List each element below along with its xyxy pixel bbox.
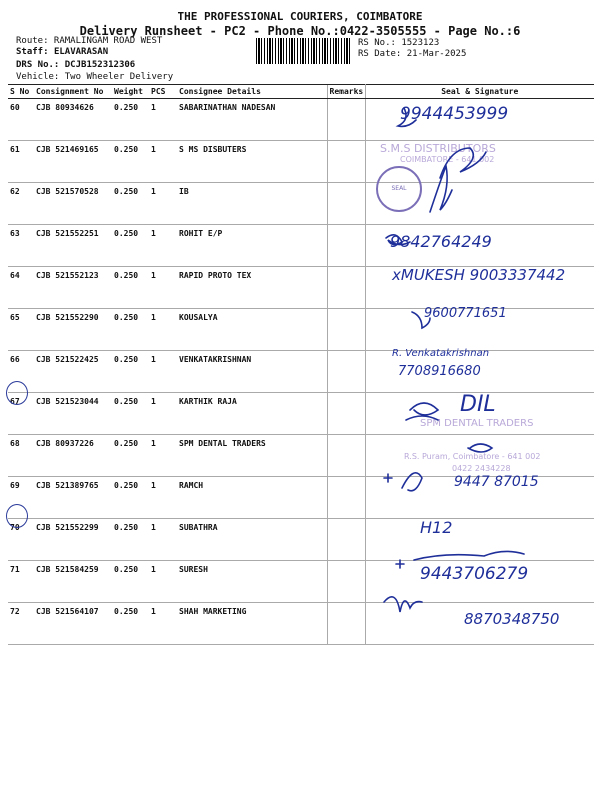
row-remarks — [327, 267, 365, 309]
row-pcs: 1 — [149, 435, 177, 477]
row-remarks — [327, 561, 365, 603]
row-sno: 66 — [8, 351, 34, 393]
row-pcs: 1 — [149, 267, 177, 309]
signature-69: 9447 87015 — [454, 474, 539, 490]
row-sno: 70 — [8, 519, 34, 561]
row-consignee: SPM DENTAL TRADERS — [177, 435, 327, 477]
signature-67: DIL — [460, 392, 496, 417]
row-weight: 0.250 — [112, 141, 149, 183]
row-remarks — [327, 99, 365, 141]
row-sno: 63 — [8, 225, 34, 267]
row-weight: 0.250 — [112, 603, 149, 645]
barcode — [256, 38, 352, 64]
row-consignment-no: CJB 521469165 — [34, 141, 112, 183]
row-consignment-no: CJB 521552251 — [34, 225, 112, 267]
row-remarks — [327, 309, 365, 351]
row-sno: 64 — [8, 267, 34, 309]
col-header-sno: S No — [8, 85, 34, 99]
row-weight: 0.250 — [112, 351, 149, 393]
row-pcs: 1 — [149, 561, 177, 603]
row-consignee: VENKATAKRISHNAN — [177, 351, 327, 393]
row-pcs: 1 — [149, 99, 177, 141]
row-weight: 0.250 — [112, 519, 149, 561]
row-pcs: 1 — [149, 351, 177, 393]
signature-72: 8870348750 — [464, 610, 560, 628]
row-weight: 0.250 — [112, 435, 149, 477]
rs-date: RS Date: 21-Mar-2025 — [358, 49, 467, 59]
row-remarks — [327, 141, 365, 183]
row-consignment-no: CJB 521564107 — [34, 603, 112, 645]
row-remarks — [327, 393, 365, 435]
row-sno: 68 — [8, 435, 34, 477]
row-weight: 0.250 — [112, 309, 149, 351]
row-consignment-no: CJB 521584259 — [34, 561, 112, 603]
row-consignment-no: CJB 521552299 — [34, 519, 112, 561]
row-consignee: RAMCH — [177, 477, 327, 519]
sno-70-circle — [6, 504, 28, 528]
row-weight: 0.250 — [112, 267, 149, 309]
row-pcs: 1 — [149, 183, 177, 225]
row-consignee: ROHIT E/P — [177, 225, 327, 267]
signature-71: 9443706279 — [420, 564, 529, 584]
row-consignment-no: CJB 80937226 — [34, 435, 112, 477]
row-consignment-no: CJB 521552123 — [34, 267, 112, 309]
company-title: THE PROFESSIONAL COURIERS, COIMBATORE — [177, 10, 423, 23]
vehicle-text: Vehicle: Two Wheeler Delivery — [16, 72, 174, 82]
row-remarks — [327, 603, 365, 645]
row-consignee: SUBATHRA — [177, 519, 327, 561]
row-consignee: RAPID PROTO TEX — [177, 267, 327, 309]
round-seal: SEAL — [376, 166, 422, 212]
stamp-spm-address: R.S. Puram, Coimbatore - 641 002 — [404, 452, 541, 461]
row-sno: 60 — [8, 99, 34, 141]
row-consignment-no: CJB 521522425 — [34, 351, 112, 393]
staff-label: Staff: — [16, 47, 49, 57]
row-consignment-no: CJB 80934626 — [34, 99, 112, 141]
row-signature — [365, 519, 594, 561]
table-row — [8, 183, 594, 225]
staff-name: ELAVARASAN — [53, 47, 109, 57]
row-weight: 0.250 — [112, 99, 149, 141]
sno-67-circle — [6, 381, 28, 405]
row-consignment-no: CJB 521570528 — [34, 183, 112, 225]
row-consignment-no: CJB 521389765 — [34, 477, 112, 519]
col-header-signature: Seal & Signature — [365, 85, 594, 99]
col-header-remarks: Remarks — [327, 85, 365, 99]
signature-60: 9944453999 — [400, 104, 509, 124]
row-remarks — [327, 435, 365, 477]
table-header-row — [8, 85, 594, 99]
row-remarks — [327, 477, 365, 519]
row-sno: 69 — [8, 477, 34, 519]
row-pcs: 1 — [149, 603, 177, 645]
runsheet-subtitle: Delivery Runsheet - PC2 - Phone No.:0422-3505555 - Page No.:6 — [79, 24, 521, 38]
signature-63: 9842764249 — [390, 232, 492, 251]
row-sno: 67 — [8, 393, 34, 435]
row-pcs: 1 — [149, 225, 177, 267]
stamp-sms-distributors: S.M.S DISTRIBUTORS — [380, 142, 496, 155]
row-remarks — [327, 519, 365, 561]
row-consignment-no: CJB 521523044 — [34, 393, 112, 435]
staff-line — [16, 47, 108, 57]
row-weight: 0.250 — [112, 393, 149, 435]
table-row — [8, 519, 594, 561]
row-weight: 0.250 — [112, 477, 149, 519]
stamp-sms-city: COIMBATORE - 641 002 — [400, 155, 495, 164]
runsheet-table — [8, 84, 594, 645]
row-pcs: 1 — [149, 309, 177, 351]
signature-65: 9600771651 — [424, 306, 507, 321]
rs-number: RS No.: 1523123 — [358, 38, 440, 48]
col-header-consignment: Consignment No — [34, 85, 112, 99]
row-weight: 0.250 — [112, 561, 149, 603]
row-pcs: 1 — [149, 477, 177, 519]
table-row — [8, 351, 594, 393]
row-sno: 65 — [8, 309, 34, 351]
col-header-weight: Weight — [112, 85, 149, 99]
row-consignee: IB — [177, 183, 327, 225]
route-text: Route: RAMALINGAM ROAD WEST — [16, 36, 163, 46]
signature-64: xMUKESH 9003337442 — [392, 266, 566, 284]
row-consignee: KOUSALYA — [177, 309, 327, 351]
table-row — [8, 225, 594, 267]
row-weight: 0.250 — [112, 183, 149, 225]
row-sno: 71 — [8, 561, 34, 603]
signature-66-name: R. Venkatakrishnan — [392, 348, 490, 359]
row-sno: 72 — [8, 603, 34, 645]
row-remarks — [327, 351, 365, 393]
row-consignee: KARTHIK RAJA — [177, 393, 327, 435]
row-consignee: SABARINATHAN NADESAN — [177, 99, 327, 141]
row-remarks — [327, 225, 365, 267]
row-remarks — [327, 183, 365, 225]
signature-66-phone: 7708916680 — [398, 364, 481, 379]
row-weight: 0.250 — [112, 225, 149, 267]
row-consignee: SHAH MARKETING — [177, 603, 327, 645]
row-pcs: 1 — [149, 141, 177, 183]
col-header-consignee: Consignee Details — [177, 85, 327, 99]
row-consignee: SURESH — [177, 561, 327, 603]
row-sno: 62 — [8, 183, 34, 225]
row-consignment-no: CJB 521552290 — [34, 309, 112, 351]
col-header-pcs: PCS — [149, 85, 177, 99]
row-pcs: 1 — [149, 519, 177, 561]
stamp-spm-phone: 0422 2434228 — [452, 464, 511, 473]
drs-number: DRS No.: DCJB152312306 — [16, 60, 136, 70]
row-pcs: 1 — [149, 393, 177, 435]
table-row — [8, 141, 594, 183]
signature-70: H12 — [420, 518, 453, 537]
row-sno: 61 — [8, 141, 34, 183]
stamp-spm-name: SPM DENTAL TRADERS — [420, 418, 534, 429]
row-consignee: S MS DISBUTERS — [177, 141, 327, 183]
